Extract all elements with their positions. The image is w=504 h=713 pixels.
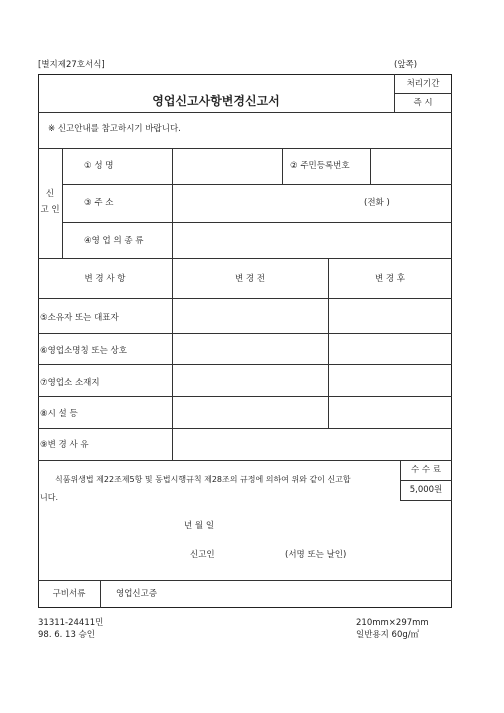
changes-header-before: 변 경 전 [234,274,266,284]
change-before-field[interactable] [174,398,326,426]
change-reason-field[interactable] [174,430,450,458]
signature-label: (서명 또는 날인) [285,550,347,560]
guidance-note: ※ 신고안내를 참고하시기 바랍니다. [48,124,181,134]
change-after-field[interactable] [330,398,450,426]
address-field[interactable] [174,186,450,220]
required-documents-value: 영업신고증 [116,589,158,599]
fee-amount: 5,000원 [409,485,443,495]
processing-period-value: 즉 시 [413,98,433,108]
change-row-label: ⑨변 경 사 유 [40,440,89,450]
change-before-field[interactable] [174,366,326,394]
change-row-label: ⑥영업소명칭 또는 상호 [40,346,127,356]
change-after-field[interactable] [330,366,450,394]
changes-header-after: 변 경 후 [374,274,406,284]
declaration-date: 년 월 일 [184,521,215,531]
form-number: [별지제27호서식] [38,60,105,70]
processing-period-label: 처리기간 [406,79,440,89]
required-documents-label: 구비서류 [52,589,86,599]
form-title: 영업신고사항변경신고서 [152,94,280,108]
applicant-section-label-2: 고 인 [40,205,60,215]
signer-name-field[interactable] [222,546,280,562]
declaration-text: 식품위생법 제22조제5항 및 동법시행규칙 제28조의 규정에 의하여 위와 같이 신고합 [55,475,351,484]
declaration-text-continued: 니다. [40,493,58,502]
paper-weight: 일반용지 60g/㎡ [356,630,420,640]
address-label: ③ 주 소 [84,198,114,208]
business-type-field[interactable] [174,224,450,256]
fee-label: 수 수 료 [410,465,442,475]
change-before-field[interactable] [174,335,326,362]
paper-size: 210mm×297mm [356,618,429,628]
name-field[interactable] [174,150,280,182]
approval-date: 98. 6. 13 승인 [38,630,95,640]
change-row-label: ⑦영업소 소재지 [40,378,100,388]
resident-number-label: ② 주민등록번호 [290,161,350,171]
business-type-label: ④영 업 의 종 류 [84,236,144,246]
changes-header-item: 변 경 사 항 [84,274,126,284]
change-after-field[interactable] [330,300,450,331]
change-row-label: ⑧시 설 등 [40,409,78,419]
change-before-field[interactable] [174,300,326,331]
name-label: ① 성 명 [84,161,114,171]
applicant-section-label-1: 신 [45,189,55,199]
resident-number-field[interactable] [372,150,450,182]
change-row-label: ⑤소유자 또는 대표자 [40,313,119,323]
signer-label: 신고인 [190,550,215,560]
phone-label: (전화 ) [364,198,390,208]
change-after-field[interactable] [330,335,450,362]
page-side-label: (앞쪽) [394,60,418,70]
form-code: 31311-24411민 [38,618,104,628]
